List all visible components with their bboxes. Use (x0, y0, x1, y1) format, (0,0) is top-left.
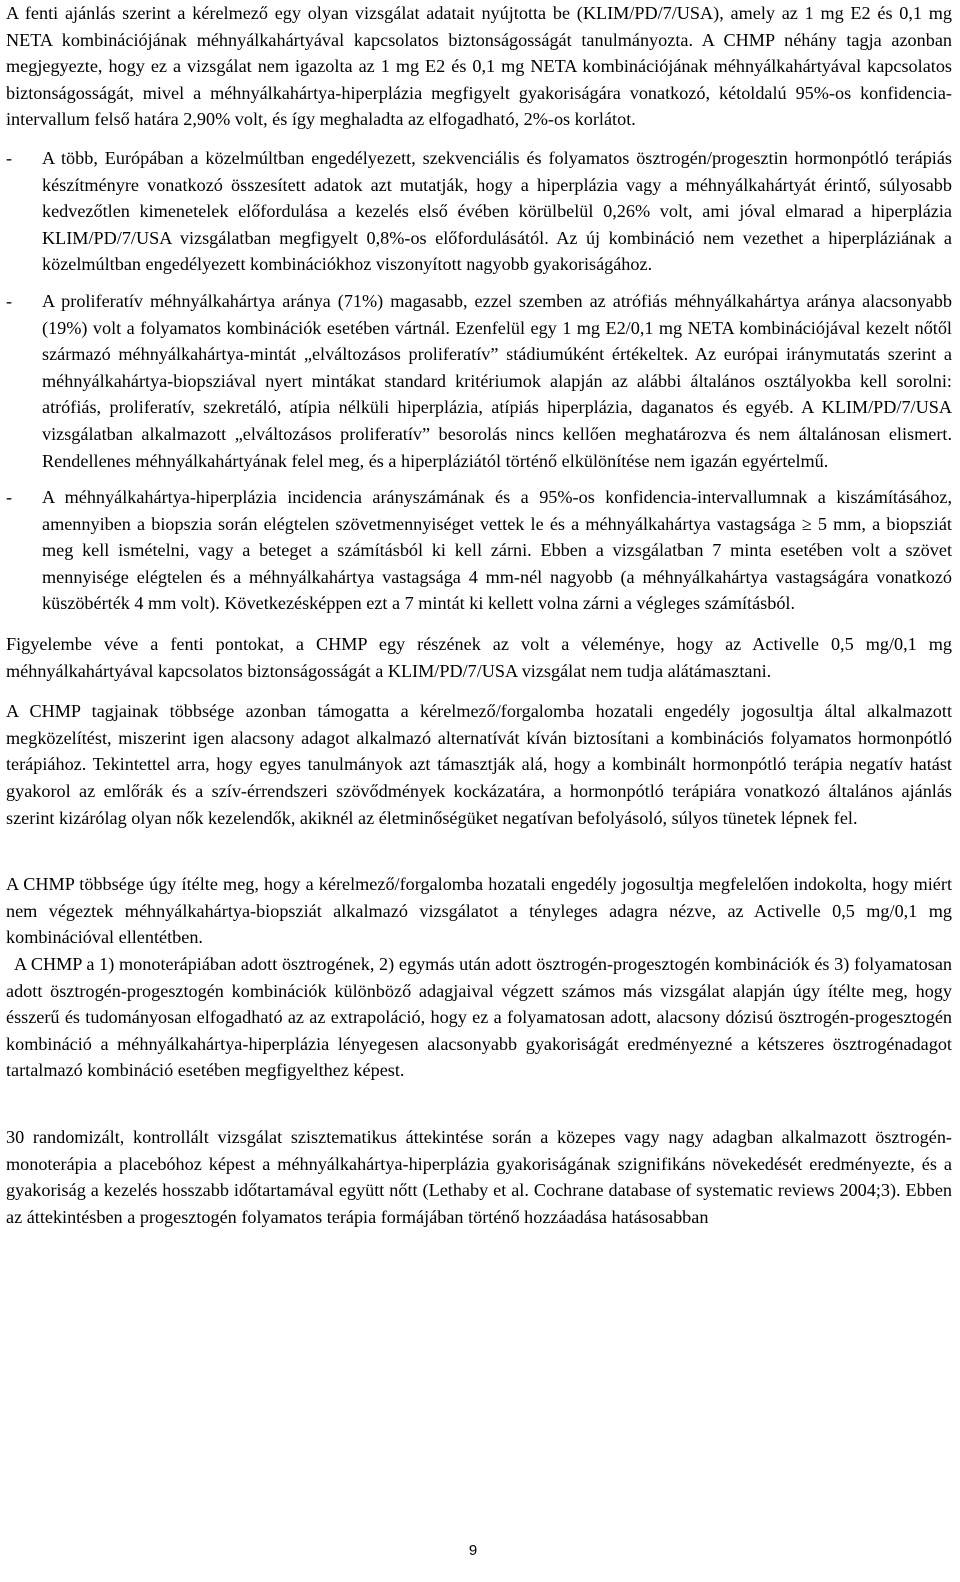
systematic-review-paragraph: 30 randomizált, kontrollált vizsgálat szisztematikus áttekintése során a közepes vagy nagy adagban alkalmazott ösztrogén-monoterápia a placebóhoz képest a méhnyálkahártya-hiperplázia gyakoriságának szignifikáns növekedését eredményezte, és a gyakoriság a kezelés hosszabb időtartamával együtt nőtt (Lethaby et al. Cochrane database of systematic reviews 2004;3). Ebben az áttekintésben a progesztogén folyamatos terápia formájában történő hozzáadása hatásosabban (6, 1126, 952, 1227)
concerns-list (6, 145, 952, 617)
list-item-text: A méhnyálkahártya-hiperplázia incidencia arányszámának és a 95%-os konfidencia-intervallumnak a kiszámításához, amennyiben a biopszia során elégtelen szövetmennyiséget vettek le és a méhnyálkahártya vastagsága ≥ 5 mm, a biopsziát meg kell ismételni, vagy a beteget a számításból ki kell zárni. Ebben a vizsgálatban 7 minta esetében volt a szövet mennyisége elégtelen és a méhnyálkahártya vastagsága 4 mm-nél nagyobb (a méhnyálkahártya vastagságára vonatkozó küszöbérték 4 mm volt). Következésképpen ezt a 7 mintát ki kellett volna zárni a végleges számításból. (42, 487, 952, 614)
extrapolation-paragraph: A CHMP a 1) monoterápiában adott ösztrogének, 2) egymás után adott ösztrogén-progesztogén kombinációk és 3) folyamatosan adott ösztrogén-progesztogén kombinációk különböző adagjaival végzett számos más vizsgálat alapján úgy ítélte meg, hogy ésszerű és tudományosan elfogadható az az extrapoláció, hogy ez a folyamatosan adott, alacsony dózisú ösztrogén-progesztogén kombináció a méhnyálkahártya-hiperplázia lényegesen alacsonyabb gyakoriságát eredményezné a kétszeres ösztrogénadagot tartalmazó kombináció esetében megfigyelthez képest. (6, 954, 952, 1081)
page-number: 9 (468, 1542, 478, 1559)
list-item-text: A proliferatív méhnyálkahártya aránya (71%) magasabb, ezzel szemben az atrófiás méhnyálkahártya aránya alacsonyabb (19%) volt a folyamatos kombinációk esetében vártnál. Ezenfelül egy 1 mg E2/0,1 mg NETA kombinációjával kezelt nőtől származó méhnyálkahártya-mintát „elváltozásos proliferatív” stádiumúként értékeltek. Az európai iránymutatás szerint a méhnyálkahártya-biopsziával nyert mintákat standard kritériumok alapján az alábbi általános osztályokba kell sorolni: atrófiás, proliferatív, szekretáló, atípia nélküli hiperplázia, atípiás hiperplázia, daganatos és egyéb. A KLIM/PD/7/USA vizsgálatban alkalmazott „elváltozásos proliferatív” besorolás nincs kellően meghatározva és nem általánosan elismert. Rendellenes méhnyálkahártyának felel meg, és a hiperpláziától történő elkülönítése nem igazán egyértelmű. (42, 290, 952, 471)
list-item (6, 145, 952, 278)
majority-support-paragraph: A CHMP tagjainak többsége azonban támogatta a kérelmező/forgalomba hozatali engedély jogosultja által alkalmazott megközelítést, miszerint igen alacsony adagot alkalmazó alternatívát kíván biztosítani a kombinációs folyamatos hormonpótló terápiához. Tekintettel arra, hogy egyes tanulmányok azt támasztják alá, hogy a kombinált hormonpótló terápia negatív hatást gyakorol az emlőrák és a szív-érrendszeri szövődmények kockázatára, a hormonpótló terápiára vonatkozó általános ajánlás szerint kizárólag olyan nők kezelendők, akiknél az életminőségüket negatívan befolyásoló, súlyos tünetek lépnek fel. (6, 701, 952, 828)
list-item (6, 288, 952, 474)
list-bullet-dash: - (6, 147, 13, 168)
list-bullet-dash: - (6, 487, 13, 508)
list-bullet-dash: - (6, 290, 13, 311)
list-item-text: A több, Európában a közelmúltban engedélyezett, szekvenciális és folyamatos ösztrogén/progesztin hormonpótló terápiás készítményre vonatkozó összesített adatok azt mutatják, hogy a hiperplázia vagy a méhnyálkahártyát érintő, súlyosabb kedvezőtlen kimenetelek előfordulása a kezelés első évében körülbelül 0,26% volt, ami jóval elmarad a hiperplázia KLIM/PD/7/USA vizsgálatban megfigyelt 0,8%-os előfordulásától. Az új kombináció nem vezethet a hiperpláziának a közelmúltban engedélyezett kombinációkhoz viszonyított nagyobb gyakoriságához. (42, 147, 952, 275)
document-page (6, 0, 952, 1230)
intro-paragraph: A fenti ajánlás szerint a kérelmező egy olyan vizsgálat adatait nyújtotta be (KLIM/PD/7/USA), amely az 1 mg E2 és 0,1 mg NETA kombinációjának méhnyálkahártyával kapcsolatos biztonságosságát tanulmányozta. A CHMP néhány tagja azonban megjegyezte, hogy ez a vizsgálat nem igazolta az 1 mg E2 és 0,1 mg NETA kombinációjának méhnyálkahártyával kapcsolatos biztonságosságát, mivel a méhnyálkahártya-hiperplázia megfigyelt gyakoriságára vonatkozó, kétoldalú 95%-os konfidencia-intervallum felső határa 2,90% volt, és így meghaladta az elfogadható, 2%-os korlátot. (6, 3, 952, 130)
list-item (6, 484, 952, 617)
considering-paragraph: Figyelembe véve a fenti pontokat, a CHMP egy részének az volt a véleménye, hogy az Activelle 0,5 mg/0,1 mg méhnyálkahártyával kapcsolatos biztonságosságát a KLIM/PD/7/USA vizsgálat nem tudja alátámasztani. (6, 634, 952, 681)
justification-paragraph: A CHMP többsége úgy ítélte meg, hogy a kérelmező/forgalomba hozatali engedély jogosultja megfelelően indokolta, hogy miért nem végeztek méhnyálkahártya-biopsziát alkalmazó vizsgálatot a tényleges adagra nézve, az Activelle 0,5 mg/0,1 mg kombinációval ellentétben. (6, 874, 952, 948)
